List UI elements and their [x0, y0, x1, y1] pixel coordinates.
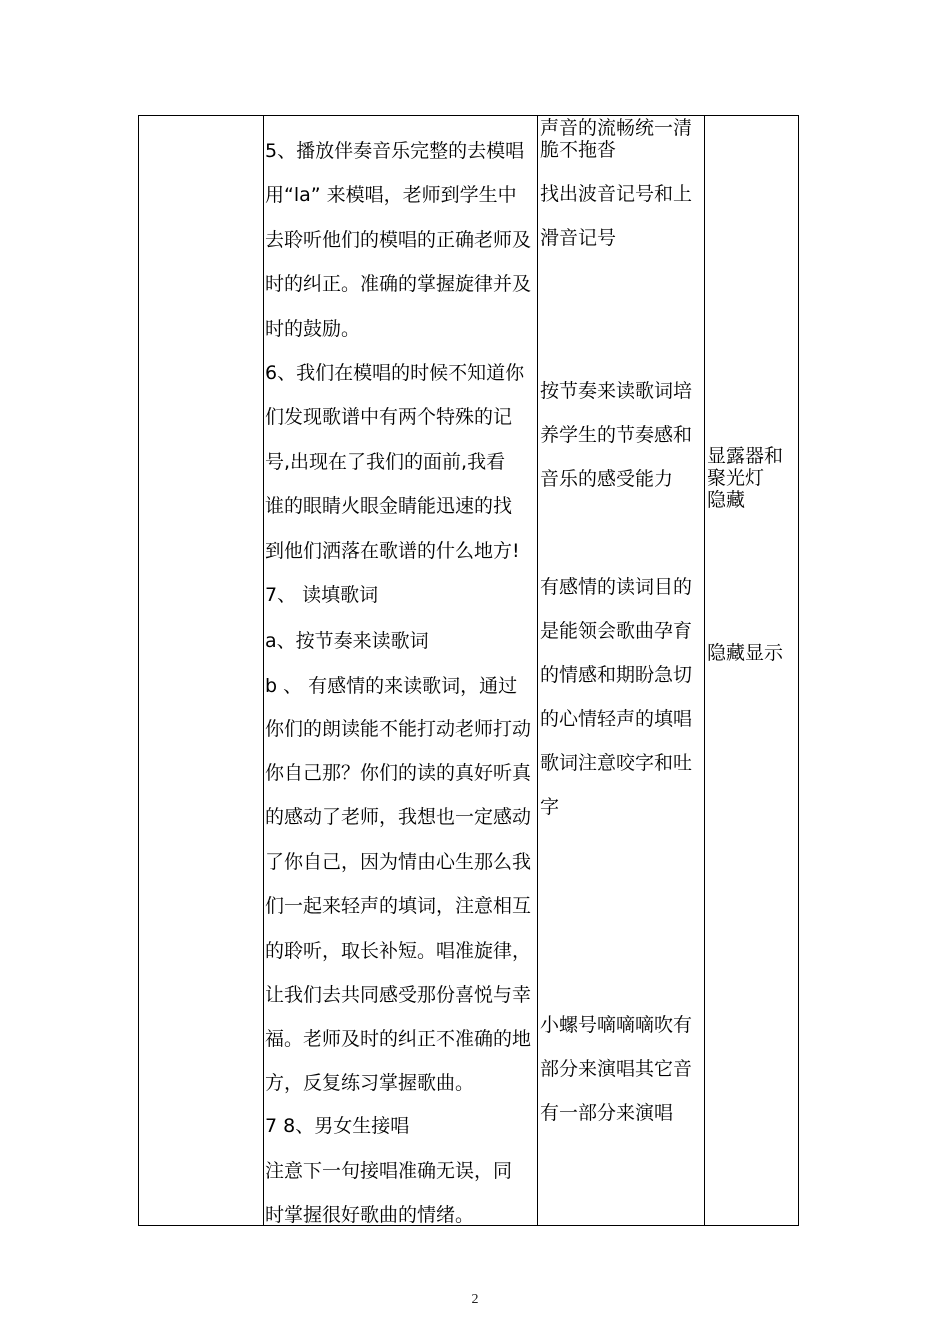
process-line: 时的纠正。准确的掌握旋律并及 [265, 273, 532, 295]
process-line: 们一起来轻声的填词，注意相互 [265, 895, 532, 917]
intent-line: 的情感和期盼急切 [540, 664, 693, 686]
process-line: 7 8、男女生接唱 [265, 1115, 410, 1137]
intent-line: 字 [540, 796, 560, 818]
intent-line: 小螺号嘀嘀嘀吹有 [540, 1014, 693, 1036]
process-line: 的聆听，取长补短。唱准旋律， [265, 940, 532, 962]
intent-line: 有感情的读词目的 [540, 576, 693, 598]
intent-line: 按节奏来读歌词培 [540, 380, 693, 402]
process-line: 用“la” 来模唱，老师到学生中 [265, 184, 517, 206]
process-line: 你自己那？你们的读的真好听真 [265, 762, 532, 784]
intent-line: 音乐的感受能力 [540, 468, 674, 490]
intent-line: 声音的流畅统一清 [540, 117, 693, 139]
process-line: 时的鼓励。 [265, 318, 361, 340]
process-line: 去聆听他们的模唱的正确老师及 [265, 229, 532, 251]
process-line: 方，反复练习掌握歌曲。 [265, 1072, 475, 1094]
process-line: 到他们洒落在歌谱的什么地方! [265, 540, 520, 562]
table-divider-2 [537, 115, 538, 1226]
intent-line: 有一部分来演唱 [540, 1102, 674, 1124]
process-line: 注意下一句接唱准确无误，同 [265, 1160, 513, 1182]
process-line: 们发现歌谱中有两个特殊的记 [265, 406, 513, 428]
process-line: 让我们去共同感受那份喜悦与幸 [265, 984, 532, 1006]
table-divider-3 [704, 115, 705, 1226]
process-line: a、按节奏来读歌词 [265, 630, 429, 652]
intent-line: 脆不拖沓 [540, 139, 617, 161]
process-line: 谁的眼睛火眼金睛能迅速的找 [265, 495, 513, 517]
media-line: 聚光灯 [707, 467, 765, 489]
intent-line: 找出波音记号和上 [540, 183, 693, 205]
page-number: 2 [471, 1292, 479, 1307]
intent-line: 是能领会歌曲孕育 [540, 620, 693, 642]
process-line: 福。老师及时的纠正不准确的地 [265, 1028, 532, 1050]
intent-line: 部分来演唱其它音 [540, 1058, 693, 1080]
intent-line: 滑音记号 [540, 227, 617, 249]
process-line: b 、 有感情的来读歌词，通过 [265, 675, 518, 697]
process-line: 号,出现在了我们的面前,我看 [265, 451, 506, 473]
intent-line: 的心情轻声的填唱 [540, 708, 693, 730]
process-line: 你们的朗读能不能打动老师打动 [265, 718, 532, 740]
process-line: 6、我们在模唱的时候不知道你 [265, 362, 525, 384]
intent-line: 养学生的节奏感和 [540, 424, 693, 446]
media-line: 隐藏 [707, 489, 746, 511]
process-line: 了你自己，因为情由心生那么我 [265, 851, 532, 873]
process-line: 7、 读填歌词 [265, 584, 379, 606]
process-line: 的感动了老师，我想也一定感动 [265, 806, 532, 828]
media-line: 隐藏显示 [707, 642, 784, 664]
intent-line: 歌词注意咬字和吐 [540, 752, 693, 774]
media-line: 显露器和 [707, 445, 784, 467]
process-line: 5、播放伴奏音乐完整的去模唱 [265, 140, 525, 162]
process-line: 时掌握很好歌曲的情绪。 [265, 1204, 475, 1226]
table-divider-1 [263, 115, 264, 1226]
